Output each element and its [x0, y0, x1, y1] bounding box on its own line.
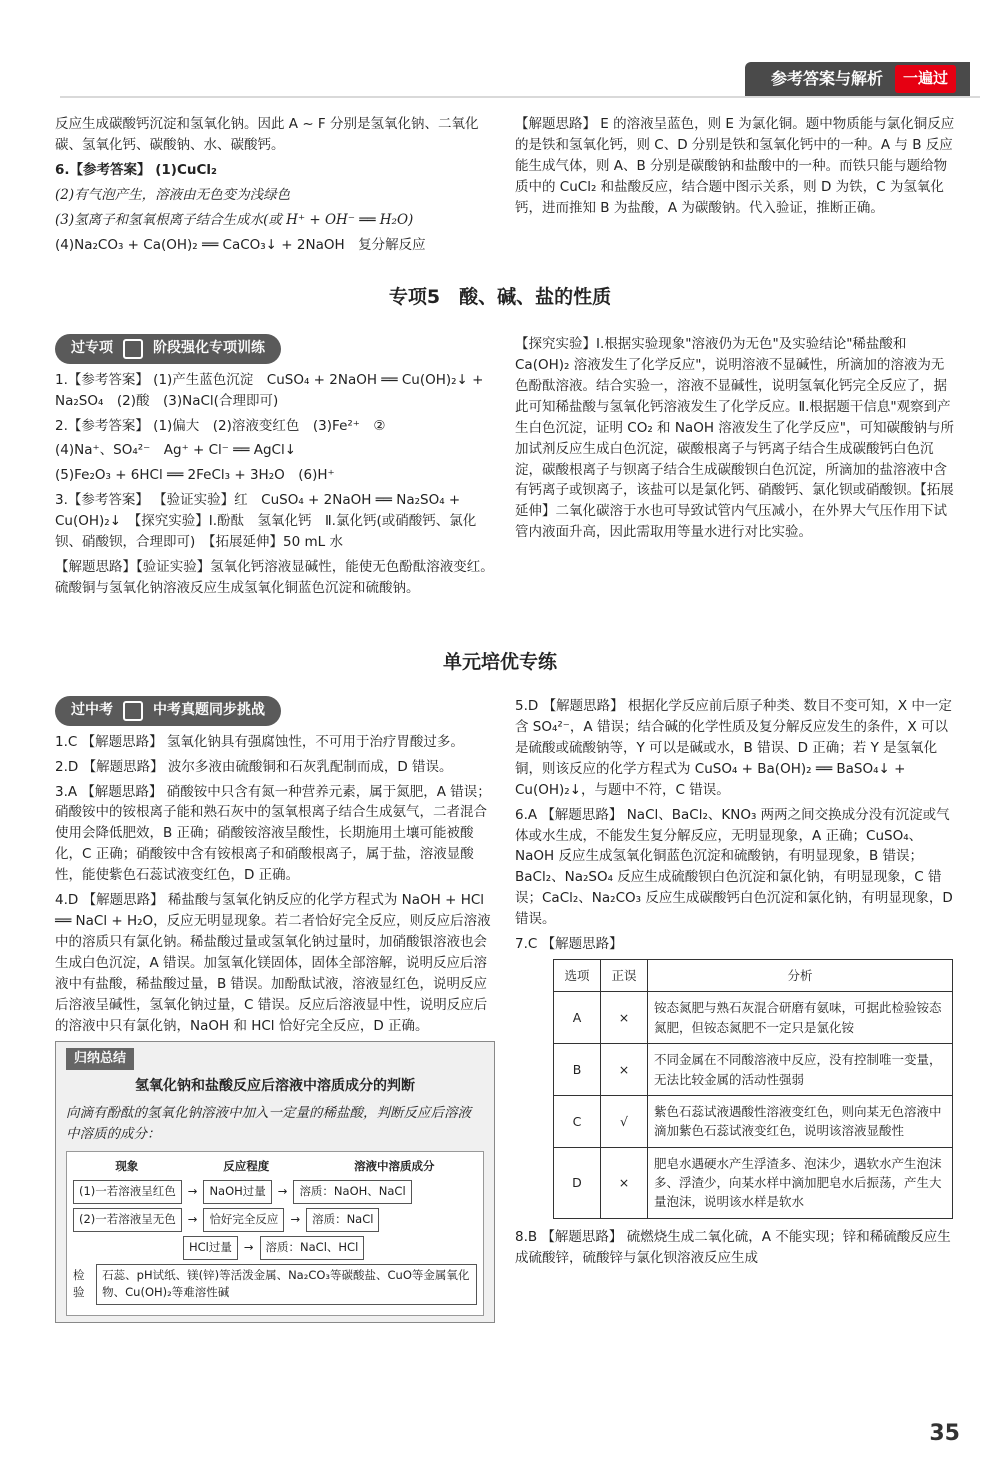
answer-line: 2.【参考答案】 (1)偏大 (2)溶液变红色 (3)Fe²⁺ ② — [55, 417, 386, 434]
answer-line: 6.A 【解题思路】 NaCl、BaCl₂、KNO₃ 两两之间交换成分没有沉淀或气体或水生成，不能发生复分解反应，无明显现象，A 正确；CuSO₄、NaOH 反应生成氢氧化铜蓝色沉淀和硫酸钠，有明显现象，B 错误；BaCl₂、Na₂SO₄ 反应生成硫酸钡白色沉淀和氯化钠，有明显现象，C 错误；CaCl₂、Na₂CO₃ 反应生成碳酸钙白色沉淀和氯化钠，有明显现象，D 错误。 — [515, 806, 953, 928]
graduation-cap-icon — [123, 701, 143, 721]
answer-line: (4)Na⁺、SO₄²⁻ Ag⁺ + Cl⁻ ══ AgCl↓ — [55, 442, 297, 459]
text-paragraph: 【探究实验】Ⅰ.根据实验现象"溶液仍为无色"及实验结论"稀盐酸和 Ca(OH)₂ 溶液发生了化学反应"，说明溶液不显碱性，所滴加的溶液为无色酚酞溶液。结合实验一，溶液不显碱性，说明氢氧化钙完全反应了，据此可知稀盐酸与氢氧化钙溶液发生了化学反应。Ⅱ.根据题干信息"观察到产生白色沉淀，证明 CO₂ 和 NaOH 溶液发生了化学反应"，可知碳酸钠与所加试剂反应生成白色沉淀，碳酸根离子与钙离子结合生成碳酸钙白色沉淀，碳酸根离子与钡离子结合生成碳酸钡白色沉淀，所滴加的盐溶液中含有钙离子或钡离子，该盐可以是氯化钙、硝酸钙、氯化钡或硝酸钡。【拓展延伸】二氧化碳溶于水也可导致试管内气压减小，在外界大气压作用下试管内液面升高，因此需取用等量水进行对比实验。 — [515, 336, 954, 541]
text-paragraph: 【解题思路】 E 的溶液呈蓝色，则 E 为氯化铜。题中物质能与氯化铜反应的是铁和氢氧化钙，则 C、D 分别是铁和氢氧化钙中的一种。A 与 B 反应能生成气体，则 A、B 分别是碳酸钠和盐酸中的一种。而铁只能与题给物质中的 CuCl₂ 和盐酸反应，结合题中图示关系，则 D 为铁，C 为氢氧化钙，进而推知 B 为盐酸，A 为碳酸钠。代入验证，推断正确。 — [515, 116, 955, 216]
table-row: D × 肥皂水遇硬水产生浮渣多、泡沫少，遇软水产生泡沫多、浮渣少，向某水样中滴加肥皂水后振荡，产生大量泡沫，说明该水样是软水 — [554, 1147, 953, 1218]
answer-line: 7.C 【解题思路】 — [515, 936, 623, 953]
summary-intro: 向滴有酚酞的氢氧化钠溶液中加入一定量的稀盐酸，判断反应后溶液中溶质的成分： — [66, 1105, 471, 1143]
answer-line: 3.A 【解题思路】 硝酸铵中只含有氮一种营养元素，属于氮肥，A 错误；硝酸铵中的铵根离子能和熟石灰中的氢氧根离子结合生成氨气，二者混合使用会降低肥效，B 正确；硝酸铵溶液呈酸性，长期施用土壤可能被酸化，C 正确；硝酸铵中含有铵根离子和硝酸根离子，属于盐，溶液显酸性，能使紫色石蕊试液变红色，D 正确。 — [55, 783, 491, 884]
answer-line: (4)Na₂CO₃ + Ca(OH)₂ ══ CaCO₃↓ + 2NaOH 复分解反应 — [55, 236, 426, 253]
table-row: B × 不同金属在不同酸溶液中反应，没有控制唯一变量，无法比较金属的活动性强弱 — [554, 1044, 953, 1096]
top-right-column — [515, 114, 955, 223]
flow-box: 溶质：NaOH、NaCl — [293, 1180, 411, 1204]
section2-pill — [55, 696, 281, 726]
answer-line: (2)有气泡产生，溶液由无色变为浅绿色 — [55, 186, 291, 203]
flow-box: 溶质：NaCl、HCl — [260, 1236, 365, 1260]
answer-line: 1.【参考答案】 (1)产生蓝色沉淀 CuSO₄ + 2NaOH ══ Cu(OH)₂↓ + Na₂SO₄ (2)酸 (3)NaCl(合理即可) — [55, 371, 484, 409]
flow-box: 恰好完全反应 — [203, 1208, 284, 1232]
answer-line: 2.D 【解题思路】 波尔多液由硫酸铜和石灰乳配制而成，D 错误。 — [55, 758, 453, 775]
flow-box: (1)一若溶液呈红色 — [73, 1180, 182, 1204]
page-number: 35 — [929, 1420, 960, 1446]
practice-icon — [123, 339, 143, 359]
table-row: C √ 紫色石蕊试液遇酸性溶液变红色，则向某无色溶液中滴加紫色石蕊试液变红色，说明该溶液显酸性 — [554, 1095, 953, 1147]
flow-check-label: 检验 — [73, 1267, 85, 1300]
answer-line: 6.【参考答案】 (1)CuCl₂ — [55, 161, 217, 178]
flow-box: 石蕊、pH试纸、镁(锌)等活泼金属、Na₂CO₃等碳酸盐、CuO等金属氧化物、Cu(OH)₂等难溶性碱 — [96, 1264, 477, 1306]
flow-box: (2)一若溶液呈无色 — [73, 1208, 182, 1232]
text-line: 反应生成碳酸钙沉淀和氢氧化钠。因此 A ~ F 分别是氢氧化钠、二氧化碳、氢氧化钙、碳酸钠、水、碳酸钙。 — [55, 116, 479, 153]
flow-box: 溶质：NaCl — [306, 1208, 379, 1232]
answer-line: 3.【参考答案】 【验证实验】红 CuSO₄ + 2NaOH ══ Na₂SO₄ + Cu(OH)₂↓ 【探究实验】Ⅰ.酚酞 氢氧化钙 Ⅱ.氯化钙(或硝酸钙、氯化钡、硝酸钡，合理即可) 【拓展延伸】50 mL 水 — [55, 492, 477, 551]
summary-title: 氢氧化钠和盐酸反应后溶液中溶质成分的判断 — [135, 1077, 415, 1094]
table-header: 分析 — [648, 960, 953, 992]
flow-box: HCl过量 — [183, 1236, 238, 1260]
header-rule — [60, 96, 980, 98]
answer-line: (5)Fe₂O₃ + 6HCl ══ 2FeCl₃ + 3H₂O (6)H⁺ — [55, 467, 335, 484]
flow-head: 现象 — [115, 1159, 139, 1174]
section-title-5: 专项5 酸、碱、盐的性质 — [388, 286, 612, 308]
answer-line: 1.C 【解题思路】 氢氧化钠具有强腐蚀性，不可用于治疗胃酸过多。 — [55, 733, 464, 750]
header-tag — [745, 62, 970, 96]
flow-diagram: 现象 反应程度 溶液中溶质成分 (1)一若溶液呈红色 → NaOH过量 → 溶质：NaOH、NaCl (2)一若溶液呈无色 → 恰好完全反应 → 溶质：NaCl HCl过量 → 溶质：NaCl、HCl 检验 石蕊、pH试纸、镁(锌)等活泼金属、Na₂CO₃等碳酸盐、CuO等金属氧化物、Cu(OH)₂等难溶性碱 — [66, 1151, 484, 1316]
flow-head: 反应程度 — [223, 1159, 270, 1174]
table-row: A × 铵态氮肥与熟石灰混合研磨有氨味，可据此检验铵态氮肥，但铵态氮肥不一定只是氯化铵 — [554, 992, 953, 1044]
flow-head: 溶液中溶质成分 — [354, 1159, 435, 1174]
section2-left-column — [55, 696, 495, 1323]
answer-line: 【解题思路】【验证实验】氢氧化钙溶液显碱性，能使无色酚酞溶液变红。硫酸铜与氢氧化钠溶液反应生成氢氧化铜蓝色沉淀和硫酸钠。 — [55, 559, 494, 596]
section1-left-column — [55, 334, 495, 603]
table-header: 正误 — [601, 960, 648, 992]
top-left-column — [55, 114, 495, 260]
header-title: 参考答案与解析 — [770, 68, 883, 88]
summary-box — [55, 1041, 495, 1324]
table-header: 选项 — [554, 960, 601, 992]
answer-line: 5.D 【解题思路】 根据化学反应前后原子种类、数目不变可知，X 中一定含 SO₄²⁻，A 错误；结合碱的化学性质及复分解反应发生的条件，X 可以是硫酸或硫酸钠等，Y 可以是碱或水，B 错误、D 正确；若 Y 是氢氧化铜，则该反应的化学方程式为 CuSO₄ + Ba(OH)₂ ══ BaSO₄↓ + Cu(OH)₂↓，与题中不符，C 错误。 — [515, 698, 952, 798]
answer-line: 4.D 【解题思路】 稀盐酸与氢氧化钠反应的化学方程式为 NaOH + HCl ══ NaCl + H₂O，反应无明显现象。若二者恰好完全反应，则反应后溶液中的溶质只有氯化钠。稀盐酸过量或氢氧化钠过量时，加硝酸银溶液也会生成白色沉淀，A 错误。加氢氧化镁固体，固体全部溶解，说明反应后溶液中有盐酸，稀盐酸过量，B 错误。加酚酞试液，溶液显红色，说明反应后溶液呈碱性，氢氧化钠过量，C 错误。反应后溶液显中性，说明反应后的溶液中只有氯化钠，NaOH 和 HCl 恰好完全反应，D 正确。 — [55, 892, 491, 1034]
pill-sub-label: 阶段强化专项训练 — [153, 340, 265, 356]
brand-logo: 一遍过 — [895, 65, 956, 92]
flow-box: NaOH过量 — [203, 1180, 271, 1204]
pill-label: 过专项 — [71, 340, 113, 356]
answer-line: 8.B 【解题思路】 硫燃烧生成二氧化硫，A 不能实现；锌和稀硫酸反应生成硫酸锌，硫酸锌与氯化钡溶液反应生成 — [515, 1228, 951, 1266]
analysis-table — [553, 959, 953, 1219]
pill-label: 过中考 — [71, 702, 113, 718]
answer-line: (3)氢离子和氢氧根离子结合生成水(或 H⁺ + OH⁻ ══ H₂O) — [55, 211, 414, 228]
section-title-unit: 单元培优专练 — [442, 651, 557, 673]
summary-tag: 归纳总结 — [66, 1048, 134, 1070]
pill-sub-label: 中考真题同步挑战 — [153, 702, 265, 718]
section1-right-column — [515, 334, 955, 547]
section2-right-column — [515, 696, 955, 1273]
section1-pill — [55, 334, 281, 364]
